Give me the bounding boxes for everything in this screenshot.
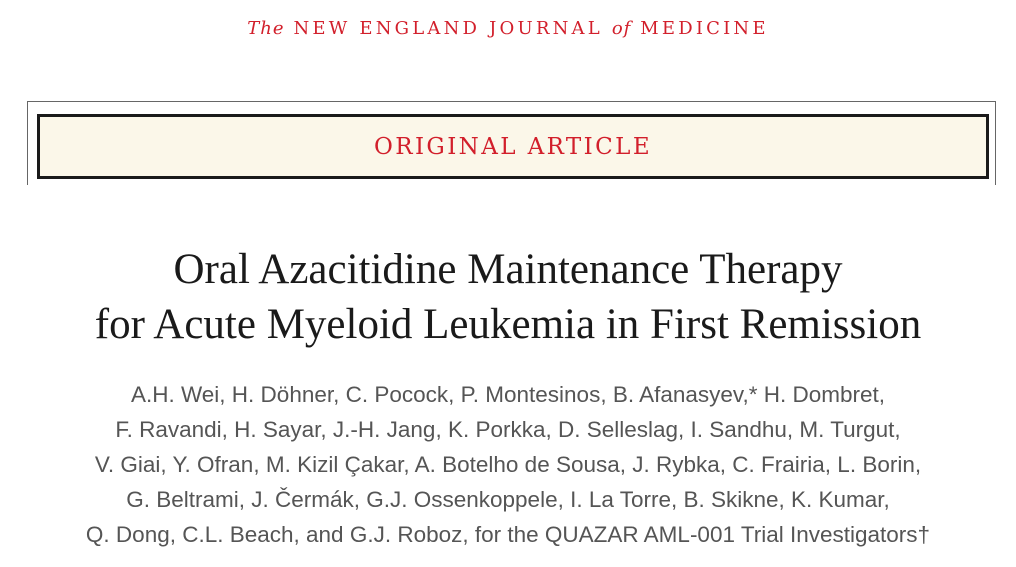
author-line-2: F. Ravandi, H. Sayar, J.-H. Jang, K. Porkka, D. Selleslag, I. Sandhu, M. Turgut, [115,417,901,442]
frame-right-rule [995,101,996,185]
masthead-name-part1: NEW ENGLAND JOURNAL [293,18,603,39]
author-list [0,377,1016,552]
masthead-the: The [247,18,285,39]
title-line-1: Oral Azacitidine Maintenance Therapy [173,246,843,293]
masthead-of: of [611,18,632,39]
article-title [0,242,1016,352]
author-line-1: A.H. Wei, H. Döhner, C. Pocock, P. Montesinos, B. Afanasyev,* H. Dombret, [130,382,886,407]
article-type-label: ORIGINAL ARTICLE [373,133,653,160]
author-line-3: V. Giai, Y. Ofran, M. Kizil Çakar, A. Botelho de Sousa, J. Rybka, C. Frairia, L. Borin, [94,452,922,477]
author-line-4: G. Beltrami, J. Čermák, G.J. Ossenkoppele, I. La Torre, B. Skikne, K. Kumar, [126,487,890,512]
author-line-5: Q. Dong, C.L. Beach, and G.J. Roboz, for the QUAZAR AML-001 Trial Investigators† [85,522,931,547]
frame-left-rule [27,101,28,185]
journal-masthead [0,18,1016,39]
article-type-banner [37,114,989,179]
masthead-name-part2: MEDICINE [640,18,769,39]
title-line-2: for Acute Myeloid Leukemia in First Remission [94,301,922,348]
frame-top-rule [27,101,996,102]
